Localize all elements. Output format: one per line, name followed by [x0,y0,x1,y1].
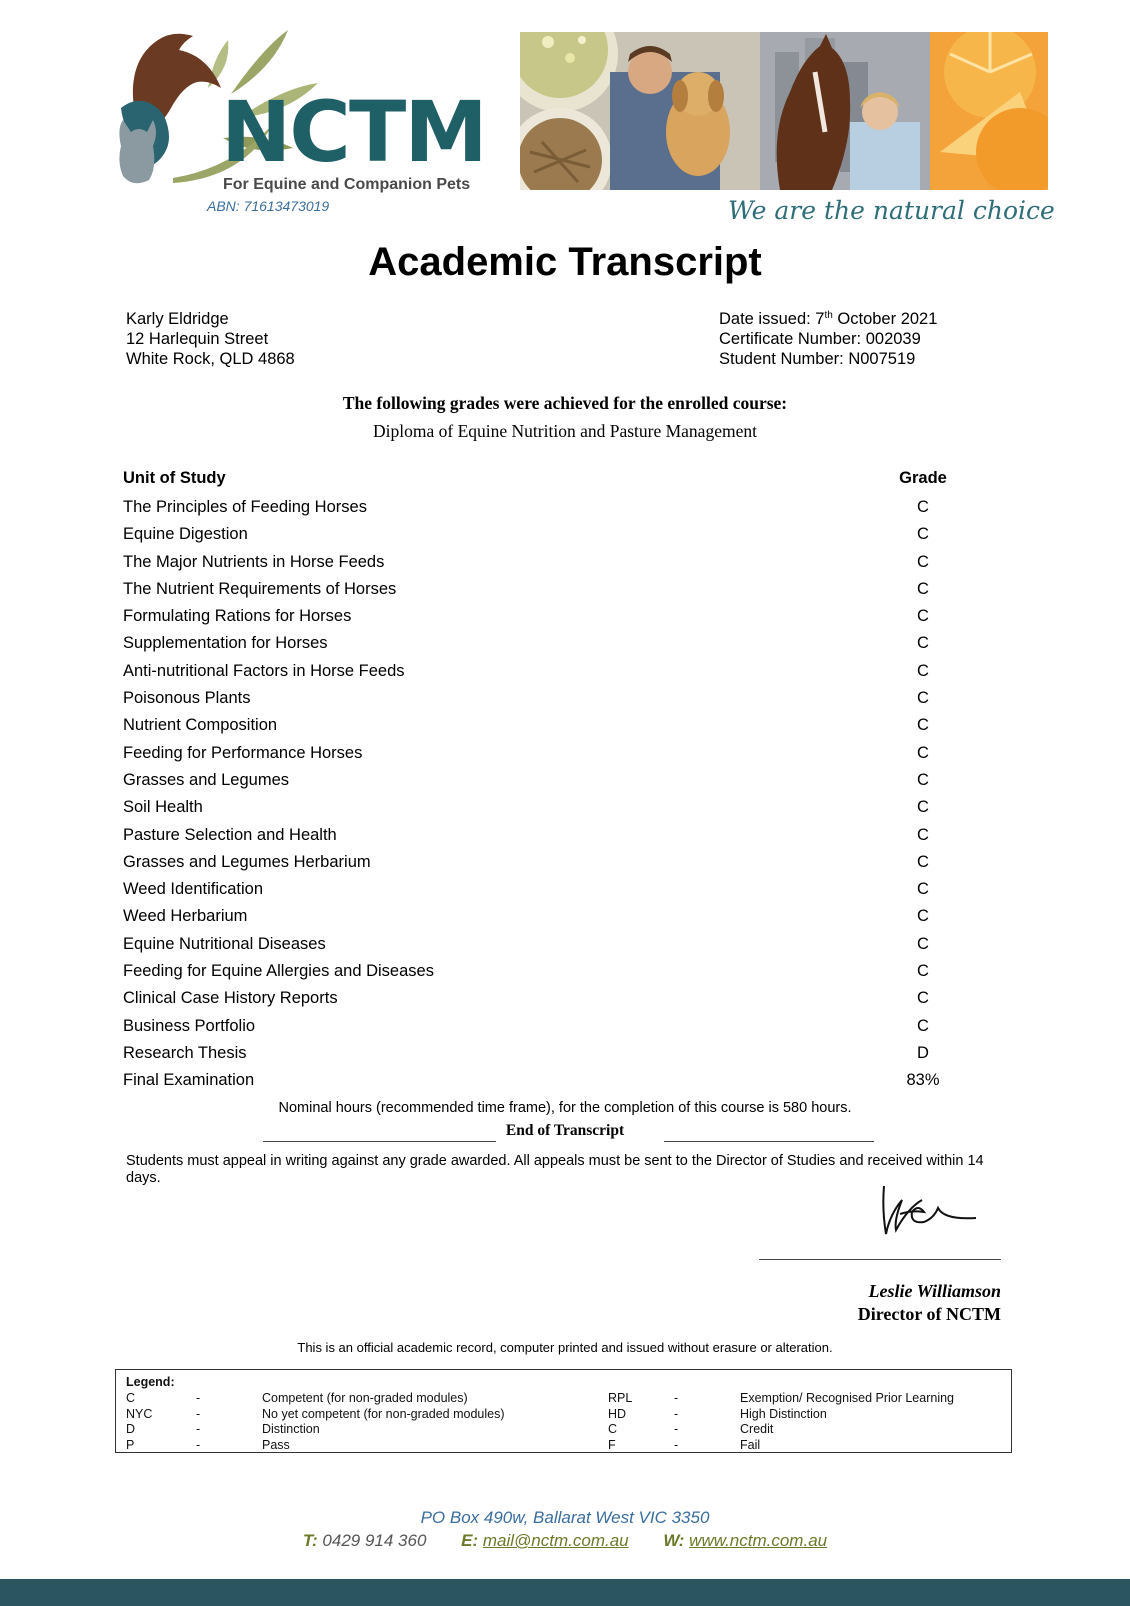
unit-of-study: Weed Identification [123,880,264,899]
grade-legend [115,1369,1012,1453]
legend-desc: Credit [740,1422,774,1436]
phone-label: T: [302,1531,318,1550]
table-row [0,744,1130,771]
legend-dash: - [674,1422,679,1436]
legend-dash: - [674,1437,679,1452]
divider-left [263,1141,496,1142]
unit-of-study: Final Examination [123,1071,255,1090]
legend-code: RPL [608,1391,633,1405]
email-link[interactable]: mail@nctm.com.au [482,1531,629,1550]
unit-of-study: Anti-nutritional Factors in Horse Feeds [123,661,405,680]
student-city: White Rock, QLD 4868 [126,350,295,368]
intro-statement: The following grades were achieved for the enrolled course: [342,393,788,413]
email-label: E: [461,1531,479,1550]
appeal-notice: Students must appeal in writing against any grade awarded. All appeals must be sent to the Director of Studies and received within 14 days. [126,1153,984,1186]
date-issued: Date issued: 7th October 2021 [719,310,938,328]
legend-desc: High Distinction [740,1406,827,1421]
legend-code: F [608,1437,616,1452]
unit-of-study: The Nutrient Requirements of Horses [123,579,397,598]
end-of-transcript: End of Transcript [505,1122,625,1139]
certificate-meta [719,309,937,369]
motto: We are the natural choice [728,196,1055,225]
grades-table [0,498,1130,1099]
official-record-note: This is an official academic record, computer printed and issued without erasure or alteration. [297,1340,833,1355]
legend-desc: Distinction [262,1422,320,1436]
grade-value: C [917,579,929,598]
legend-code: D [126,1422,136,1436]
table-row [0,498,1130,525]
student-street: 12 Harlequin Street [126,330,269,348]
unit-of-study: Research Thesis [123,1043,247,1062]
header-banner-photo [520,32,1048,190]
table-row [0,907,1130,934]
banner-collage-icon [520,32,1048,190]
student-name: Karly Eldridge [126,310,229,328]
grade-value: C [917,880,929,899]
legend-dash: - [674,1406,679,1421]
table-row [0,853,1130,880]
legend-code: P [126,1437,135,1452]
table-row [0,880,1130,907]
table-row [0,771,1130,798]
legend-title: Legend: [126,1375,175,1389]
grade-value: C [917,689,929,708]
divider-right [664,1141,874,1142]
legend-desc: Exemption/ Recognised Prior Learning [740,1391,955,1405]
grade-value: C [917,989,929,1008]
grade-value: 83% [906,1071,940,1090]
grade-value: C [917,825,929,844]
table-row [0,798,1130,825]
legend-code: HD [608,1406,627,1421]
grade-value: C [917,770,929,789]
legend-desc: Competent (for non-graded modules) [262,1391,468,1405]
unit-of-study: Soil Health [123,798,203,817]
unit-of-study: Poisonous Plants [123,689,251,708]
table-row [0,1044,1130,1071]
grade-value: C [917,962,929,981]
legend-desc: No yet competent (for non-graded modules) [262,1406,505,1421]
grade-value: C [917,934,929,953]
legend-dash: - [196,1422,201,1436]
grade-value: C [917,498,929,516]
student-address [126,309,295,369]
unit-of-study: Business Portfolio [123,1016,256,1035]
unit-of-study: Equine Nutritional Diseases [123,934,326,953]
legend-desc: Pass [262,1437,290,1452]
signer-name: Leslie Williamson [868,1281,1001,1301]
website-link[interactable]: www.nctm.com.au [689,1531,828,1550]
student-number: Student Number: N007519 [719,350,916,368]
phone-number: 0429 914 360 [322,1531,427,1550]
footer-contacts [0,1531,1130,1551]
table-row [0,607,1130,634]
unit-of-study: Feeding for Performance Horses [123,743,363,762]
unit-of-study: Feeding for Equine Allergies and Diseases [123,962,434,981]
unit-of-study: Equine Digestion [123,525,248,544]
table-row [0,962,1130,989]
unit-of-study: Weed Herbarium [123,907,248,926]
unit-of-study: The Principles of Feeding Horses [123,498,367,516]
legend-code: C [608,1422,618,1436]
table-row [0,716,1130,743]
table-row [0,826,1130,853]
table-row [0,1017,1130,1044]
course-name: Diploma of Equine Nutrition and Pasture Management [373,421,757,441]
logo-wordmark: NCTM [221,83,486,181]
unit-of-study: Grasses and Legumes [123,770,290,789]
logo-tagline: For Equine and Companion Pets [223,176,471,193]
legend-code: C [126,1391,136,1405]
signer-role: Director of NCTM [857,1304,1001,1324]
legend-dash: - [674,1391,679,1405]
grade-value: C [917,525,929,544]
unit-of-study: Supplementation for Horses [123,634,328,653]
legend-desc: Fail [740,1437,761,1452]
grade-value: D [917,1043,929,1062]
table-row [0,553,1130,580]
grade-value: C [917,716,929,735]
table-row [0,525,1130,552]
grade-value: C [917,907,929,926]
signer-block [858,1280,1001,1326]
table-row [0,662,1130,689]
table-row [0,935,1130,962]
page-title: Academic Transcript [368,240,762,284]
unit-of-study: Nutrient Composition [123,716,278,735]
unit-of-study: Clinical Case History Reports [123,989,338,1008]
nctm-logo [113,28,485,198]
legend-dash: - [196,1437,201,1452]
grade-value: C [917,743,929,762]
abn-number: ABN: 71613473019 [207,198,330,214]
unit-of-study: Pasture Selection and Health [123,825,337,844]
legend-dash: - [196,1406,201,1421]
grade-value: C [917,798,929,817]
grade-value: C [917,852,929,871]
grade-value: C [917,661,929,680]
grade-value: C [917,1016,929,1035]
legend-dash: - [196,1391,201,1405]
table-row [0,689,1130,716]
table-row [0,634,1130,661]
footer-address: PO Box 490w, Ballarat West VIC 3350 [420,1508,710,1527]
unit-of-study: The Major Nutrients in Horse Feeds [123,552,385,571]
grade-value: C [917,552,929,571]
grade-value: C [917,607,929,626]
signature-icon [872,1180,982,1244]
legend-code: NYC [126,1406,153,1421]
signature-line [759,1259,1001,1260]
table-row [0,580,1130,607]
nominal-hours-note: Nominal hours (recommended time frame), for the completion of this course is 580 hours. [278,1100,852,1116]
unit-of-study: Grasses and Legumes Herbarium [123,852,371,871]
web-label: W: [663,1531,685,1550]
table-row [0,989,1130,1016]
footer-bar [0,1579,1130,1606]
unit-column-header: Unit of Study [123,469,226,487]
grade-value: C [917,634,929,653]
unit-of-study: Formulating Rations for Horses [123,607,352,626]
certificate-number: Certificate Number: 002039 [719,330,921,348]
grade-column-header: Grade [899,469,947,487]
table-row [0,1071,1130,1098]
